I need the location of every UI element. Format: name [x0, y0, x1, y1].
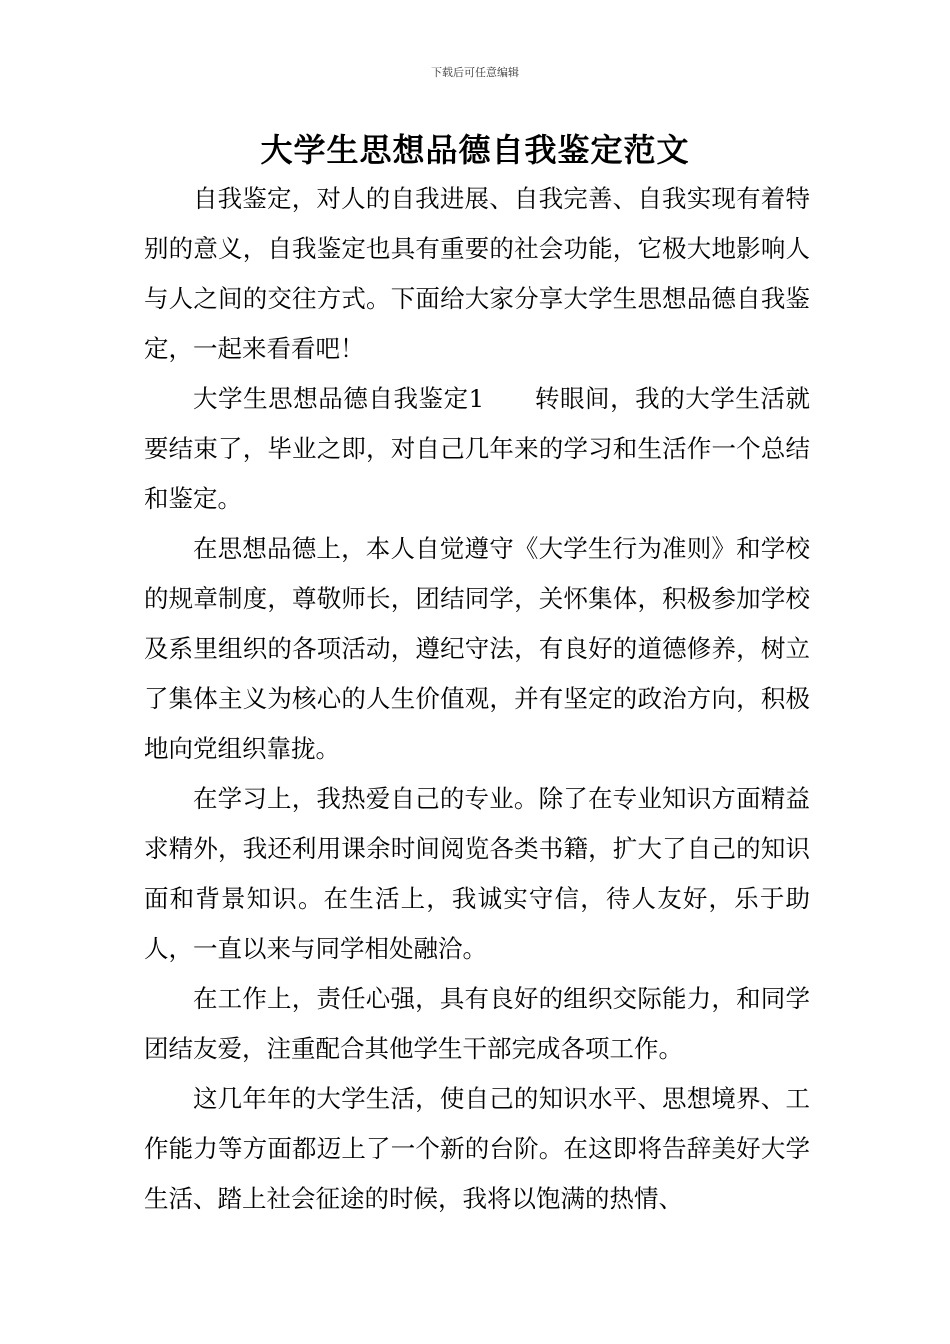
section-1-opening-paragraph: 大学生思想品德自我鉴定1 转眼间，我的大学生活就要结束了，毕业之即，对自己几年来的学习和生活作一个总结和鉴定。 [144, 384, 810, 513]
moral-character-paragraph: 在思想品德上，本人自觉遵守《大学生行为准则》和学校的规章制度，尊敬师长，团结同学，关怀集体，积极参加学校及系里组织的各项活动，遵纪守法，有良好的道德修养，树立了集体主义为核心的人生价值观，并有坚定的政治方向，积极地向党组织靠拢。 [144, 534, 810, 763]
work-paragraph: 在工作上，责任心强，具有良好的组织交际能力，和同学团结友爱，注重配合其他学生干部完成各项工作。 [144, 984, 810, 1063]
document-title: 大学生思想品德自我鉴定范文 [260, 131, 690, 169]
document-body [144, 174, 810, 1224]
study-life-paragraph: 在学习上，我热爱自己的专业。除了在专业知识方面精益求精外，我还利用课余时间阅览各类书籍，扩大了自己的知识面和背景知识。在生活上，我诚实守信，待人友好，乐于助人，一直以来与同学相处融洽。 [144, 784, 810, 963]
header-note: 下载后可任意编辑 [431, 66, 519, 79]
intro-paragraph: 自我鉴定，对人的自我进展、自我完善、自我实现有着特别的意义，自我鉴定也具有重要的社会功能，它极大地影响人与人之间的交往方式。下面给大家分享大学生思想品德自我鉴定，一起来看看吧！ [144, 184, 810, 363]
summary-paragraph: 这几年年的大学生活，使自己的知识水平、思想境界、工作能力等方面都迈上了一个新的台阶。在这即将告辞美好大学生活、踏上社会征途的时候，我将以饱满的热情、 [144, 1084, 810, 1213]
